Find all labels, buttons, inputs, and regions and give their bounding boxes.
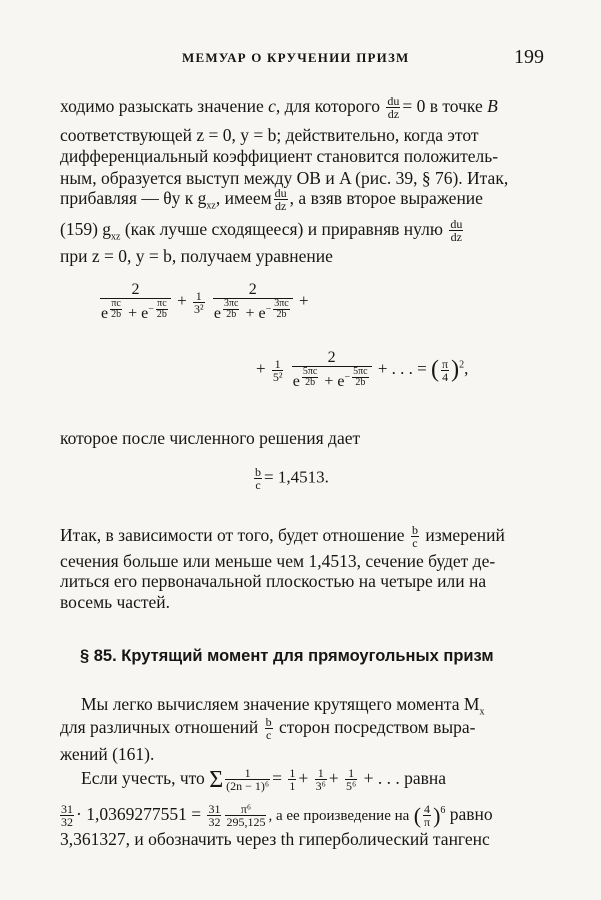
e: e xyxy=(258,305,266,323)
paren: ( xyxy=(413,802,422,828)
plus: + xyxy=(256,358,266,378)
exp-frac xyxy=(352,367,369,388)
num: 2 xyxy=(213,282,293,299)
den xyxy=(292,367,372,390)
e: e xyxy=(292,373,300,391)
b-over-c xyxy=(265,716,273,741)
plus: + xyxy=(328,768,339,788)
d: c xyxy=(265,728,272,743)
num: 2 xyxy=(292,350,372,367)
num: du xyxy=(274,186,287,201)
text: для различных отношений xyxy=(60,717,259,737)
den: dz xyxy=(275,199,287,214)
exp-frac xyxy=(110,299,122,320)
square: 2 xyxy=(459,359,465,371)
para1-line5 xyxy=(60,187,483,218)
coef-1-52 xyxy=(272,358,284,383)
d: 2b xyxy=(226,309,237,320)
exp xyxy=(300,366,321,388)
subscript: x xyxy=(479,706,485,718)
e: e xyxy=(141,305,149,323)
n: 1 xyxy=(315,767,327,780)
para3-line3: жений (161). xyxy=(60,744,155,764)
exp-frac xyxy=(302,367,319,388)
d: 2b xyxy=(355,377,366,388)
n: 1 xyxy=(193,290,205,303)
paren: ( xyxy=(431,356,440,383)
text: сторон посредством выра- xyxy=(279,717,476,737)
exp-frac xyxy=(223,299,240,320)
n: 5πc xyxy=(353,366,368,377)
var-b: B xyxy=(487,96,498,116)
minus: − xyxy=(344,371,351,383)
plus: + xyxy=(245,305,255,323)
text: прибавляя — θy к g xyxy=(60,188,207,208)
frac-4-pi xyxy=(423,803,431,828)
para1-line6 xyxy=(60,218,465,249)
n: 1 xyxy=(345,767,357,780)
d: 4 xyxy=(442,369,449,384)
n: b xyxy=(265,715,272,730)
page-number: 199 xyxy=(514,46,544,68)
para1-line1 xyxy=(60,95,498,120)
minus: − xyxy=(148,303,154,315)
text: измерений xyxy=(425,525,505,545)
den xyxy=(100,299,171,322)
exp xyxy=(108,298,124,320)
n: b xyxy=(411,523,418,538)
section-heading: § 85. Крутящий момент для прямоугольных призм xyxy=(80,647,494,665)
para1-line3: дифференциальный коэффициент становится положитель- xyxy=(60,146,499,166)
text: , а ее произведение на xyxy=(268,807,410,824)
num: du xyxy=(387,94,400,109)
ratio-result xyxy=(252,466,329,491)
n: 3πc xyxy=(274,298,289,309)
para2-line1 xyxy=(60,524,505,549)
n: πc xyxy=(111,298,121,309)
n: π⁶ xyxy=(225,803,266,816)
d: 5⁶ xyxy=(346,779,357,794)
subscript: xz xyxy=(111,231,121,243)
d: 2b xyxy=(276,309,287,320)
n: 3πc xyxy=(223,298,239,309)
text: · 1,0369277551 = xyxy=(76,803,202,824)
frac-31-32 xyxy=(60,803,74,828)
e: e xyxy=(213,305,221,323)
sum-term xyxy=(225,767,270,792)
n: 4 xyxy=(424,802,431,817)
subscript: xz xyxy=(206,200,216,212)
text: = 0 в точке xyxy=(402,96,488,116)
d: 2b xyxy=(156,309,167,320)
para2-line4: восемь частей. xyxy=(60,592,170,612)
after-equation: которое после численного решения дает xyxy=(60,428,361,448)
d: 2b xyxy=(111,309,122,320)
d: π xyxy=(424,815,431,830)
plus: + xyxy=(128,305,138,323)
plus: + xyxy=(298,768,309,788)
plus: + xyxy=(177,290,187,310)
b-over-c xyxy=(254,466,262,491)
e: e xyxy=(101,305,109,323)
para4-line2 xyxy=(58,800,493,828)
text: Если учесть, что xyxy=(81,768,205,788)
para4-line1 xyxy=(81,767,446,792)
n: b xyxy=(255,465,261,479)
equals: = xyxy=(272,768,282,788)
plus: + xyxy=(324,373,334,391)
frac-pi6 xyxy=(225,803,266,828)
exp-frac xyxy=(273,299,290,320)
d: 5² xyxy=(272,369,283,384)
para1-line7: при z = 0, y = b, получаем уравнение xyxy=(60,246,333,266)
n: π xyxy=(442,356,449,371)
exp xyxy=(265,298,292,320)
d: 2b xyxy=(305,377,316,388)
exp-frac xyxy=(156,299,168,320)
n: 31 xyxy=(61,802,73,817)
fraction-du-dz xyxy=(274,187,288,212)
coef-1-32 xyxy=(193,290,205,315)
n: πc xyxy=(157,298,167,309)
sixth-power: 6 xyxy=(440,805,446,816)
text: (159) g xyxy=(60,219,112,239)
n: 31 xyxy=(208,802,221,817)
d: 295,125 xyxy=(226,815,266,830)
text: равно xyxy=(449,803,493,824)
para2-line2: сечения больше или меньше чем 1,4513, сечение будет де- xyxy=(60,551,496,571)
text: (как лучше сходящееся) и приравняв нулю xyxy=(120,219,443,239)
sum-sign: Σ xyxy=(209,766,224,793)
d: c xyxy=(412,536,418,551)
den xyxy=(213,299,293,322)
d: 3² xyxy=(193,301,204,316)
frac-1-1 xyxy=(288,767,296,792)
d: 1 xyxy=(289,779,296,794)
paren: ) xyxy=(451,356,460,383)
term3 xyxy=(213,282,293,322)
n: 1 xyxy=(225,767,270,780)
d: (2n − 1)⁶ xyxy=(226,779,270,794)
den: dz xyxy=(450,230,462,245)
den: dz xyxy=(387,107,400,122)
running-header: МЕМУАР О КРУЧЕНИИ ПРИЗМ xyxy=(182,50,410,65)
e: e xyxy=(337,373,345,391)
fraction-du-dz xyxy=(449,218,463,243)
frac-1-36 xyxy=(315,767,327,792)
para4-line3: 3,361327, и обозначить через th гиперболический тангенс xyxy=(60,829,490,849)
para3-line2 xyxy=(60,716,476,741)
para2-line3: литься его первоначальной плоскостью на четыре или на xyxy=(60,571,487,591)
text: Итак, в зависимости от того, будет отношение xyxy=(60,525,405,545)
exp xyxy=(221,298,242,320)
text: ходимо разыскать значение xyxy=(60,96,269,116)
paren: ) xyxy=(433,802,441,828)
num: du xyxy=(450,217,463,232)
d: 32 xyxy=(208,815,221,830)
n: 1 xyxy=(272,358,284,371)
equation-line1 xyxy=(98,282,309,322)
term1 xyxy=(100,282,171,322)
d: c xyxy=(255,478,261,492)
term5 xyxy=(292,350,372,390)
minus: − xyxy=(265,303,272,315)
text: + . . . равна xyxy=(363,768,447,788)
text: Мы легко вычисляем значение крутящего момента M xyxy=(81,694,480,714)
value: = 1,4513. xyxy=(264,467,329,487)
exp xyxy=(344,366,370,388)
exp xyxy=(148,298,170,320)
var-c: c xyxy=(268,96,276,116)
fraction-du-dz xyxy=(386,95,400,120)
n: 5πc xyxy=(302,366,318,377)
num: 2 xyxy=(100,282,171,299)
frac-31-32 xyxy=(207,803,221,828)
para1-line4: ным, образуется выступ между OB и A (рис. 39, § 76). Итак, xyxy=(60,168,509,188)
n: 1 xyxy=(289,766,296,781)
ellipsis-equals: + . . . = xyxy=(377,358,427,378)
equation-line2: + $\frac{1}{\text{5²}}$ 2 e $^{\frac{5\pi c}{2b}}$ + $e^{- \frac{5\pi c}{2b}}$ + . . . = ( $\frac{\pi}{4}$ )$^2$, xyxy=(256,349,469,391)
text: , имеем xyxy=(215,188,272,208)
text: , а взяв второе выражение xyxy=(289,188,483,208)
frac-1-56 xyxy=(345,767,357,792)
d: 3⁶ xyxy=(315,779,326,794)
para1-line2: соответствующей z = 0, y = b; действительно, когда этот xyxy=(60,125,479,145)
pi-over-4 xyxy=(441,358,449,383)
d: 32 xyxy=(61,815,73,830)
b-over-c xyxy=(411,524,419,549)
text: , для которого xyxy=(275,96,380,116)
plus: + xyxy=(298,290,309,310)
